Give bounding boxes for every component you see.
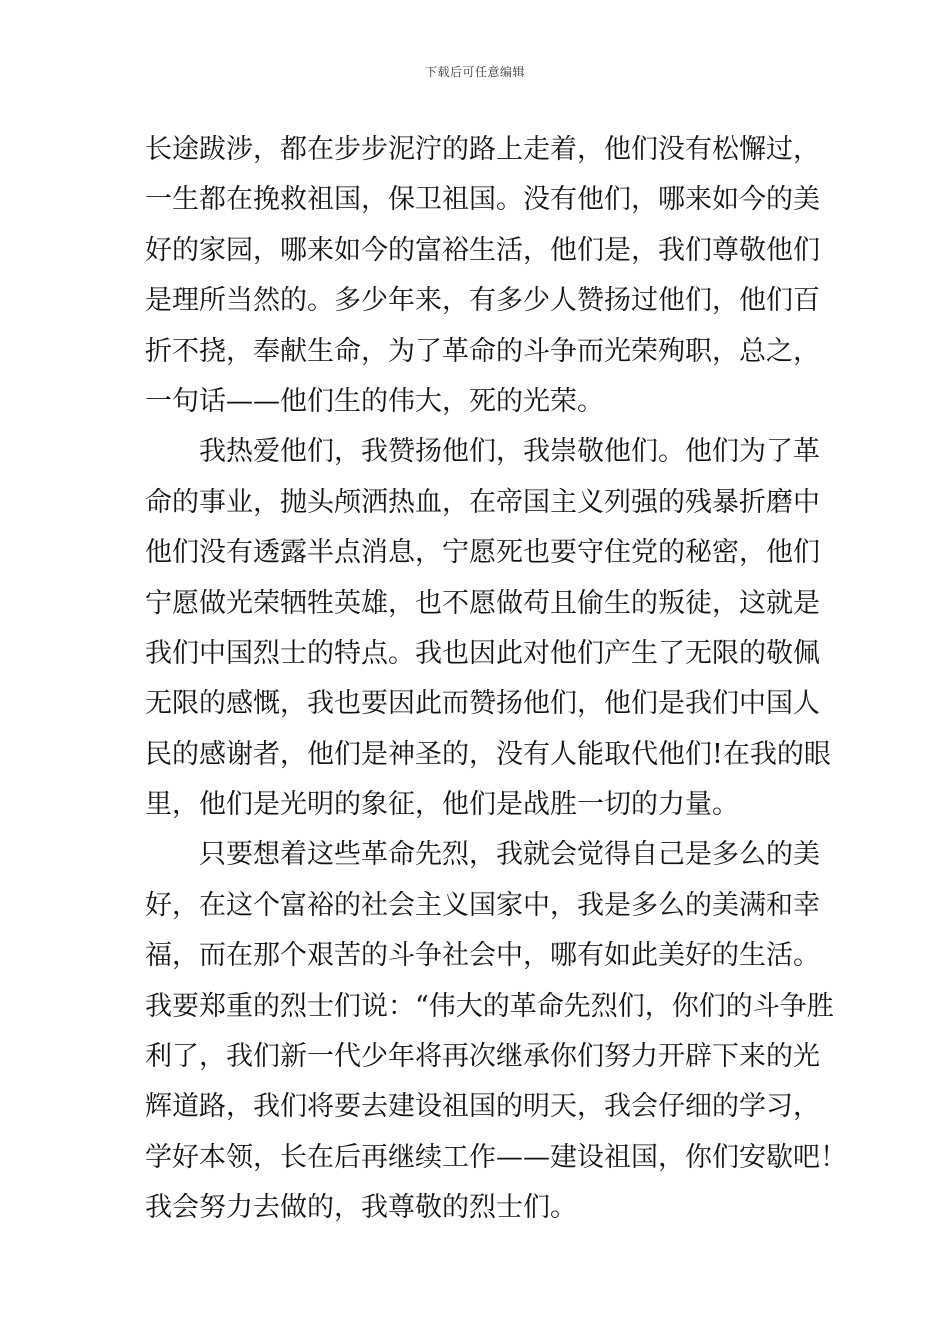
text-line: 折不挠，奉献生命，为了革命的斗争而光荣殉职，总之， bbox=[145, 335, 820, 367]
text-line: 福，而在那个艰苦的斗争社会中，哪有如此美好的生活。 bbox=[145, 940, 820, 972]
text-line: 里，他们是光明的象征，他们是战胜一切的力量。 bbox=[145, 789, 739, 821]
text-line: 民的感谢者，他们是神圣的，没有人能取代他们!在我的眼 bbox=[145, 738, 831, 770]
text-line: 我热爱他们，我赞扬他们，我崇敬他们。他们为了革 bbox=[199, 436, 820, 468]
page-header: 下载后可任意编辑 bbox=[424, 65, 525, 79]
paragraph-1 bbox=[145, 125, 820, 427]
text-line: 我要郑重的烈士们说：“伟大的革命先烈们，你们的斗争胜 bbox=[145, 990, 834, 1022]
text-line: 辉道路，我们将要去建设祖国的明天，我会仔细的学习， bbox=[145, 1091, 820, 1123]
document-body bbox=[145, 125, 847, 1234]
text-line: 是理所当然的。多少年来，有多少人赞扬过他们，他们百 bbox=[145, 285, 820, 317]
text-line: 好，在这个富裕的社会主义国家中，我是多么的美满和幸 bbox=[145, 889, 820, 921]
text-line: 我们中国烈士的特点。我也因此对他们产生了无限的敬佩 bbox=[145, 637, 820, 669]
paragraph-3 bbox=[145, 830, 847, 1233]
text-line: 利了，我们新一代少年将再次继承你们努力开辟下来的光 bbox=[145, 1041, 820, 1073]
text-line: 长途跋涉，都在步步泥泞的路上走着，他们没有松懈过， bbox=[145, 134, 820, 165]
text-line: 学好本领，长在后再继续工作——建设祖国，你们安歇吧！ bbox=[145, 1141, 847, 1173]
text-line: 宁愿做光荣牺牲英雄，也不愿做苟且偷生的叛徒，这就是 bbox=[145, 587, 820, 619]
text-line: 无限的感慨，我也要因此而赞扬他们，他们是我们中国人 bbox=[145, 688, 820, 720]
text-line: 他们没有透露半点消息，宁愿死也要守住党的秘密，他们 bbox=[145, 537, 820, 569]
text-line: 只要想着这些革命先烈，我就会觉得自己是多么的美 bbox=[199, 839, 820, 871]
text-line: 一生都在挽救祖国，保卫祖国。没有他们，哪来如今的美 bbox=[145, 184, 820, 216]
paragraph-2 bbox=[145, 427, 831, 830]
text-line: 一句话——他们生的伟大，死的光荣。 bbox=[145, 385, 604, 417]
text-line: 好的家园，哪来如今的富裕生活，他们是，我们尊敬他们 bbox=[145, 234, 820, 266]
text-line: 我会努力去做的，我尊敬的烈士们。 bbox=[145, 1192, 577, 1224]
text-line: 命的事业，抛头颅洒热血，在帝国主义列强的残暴折磨中 bbox=[145, 486, 820, 518]
